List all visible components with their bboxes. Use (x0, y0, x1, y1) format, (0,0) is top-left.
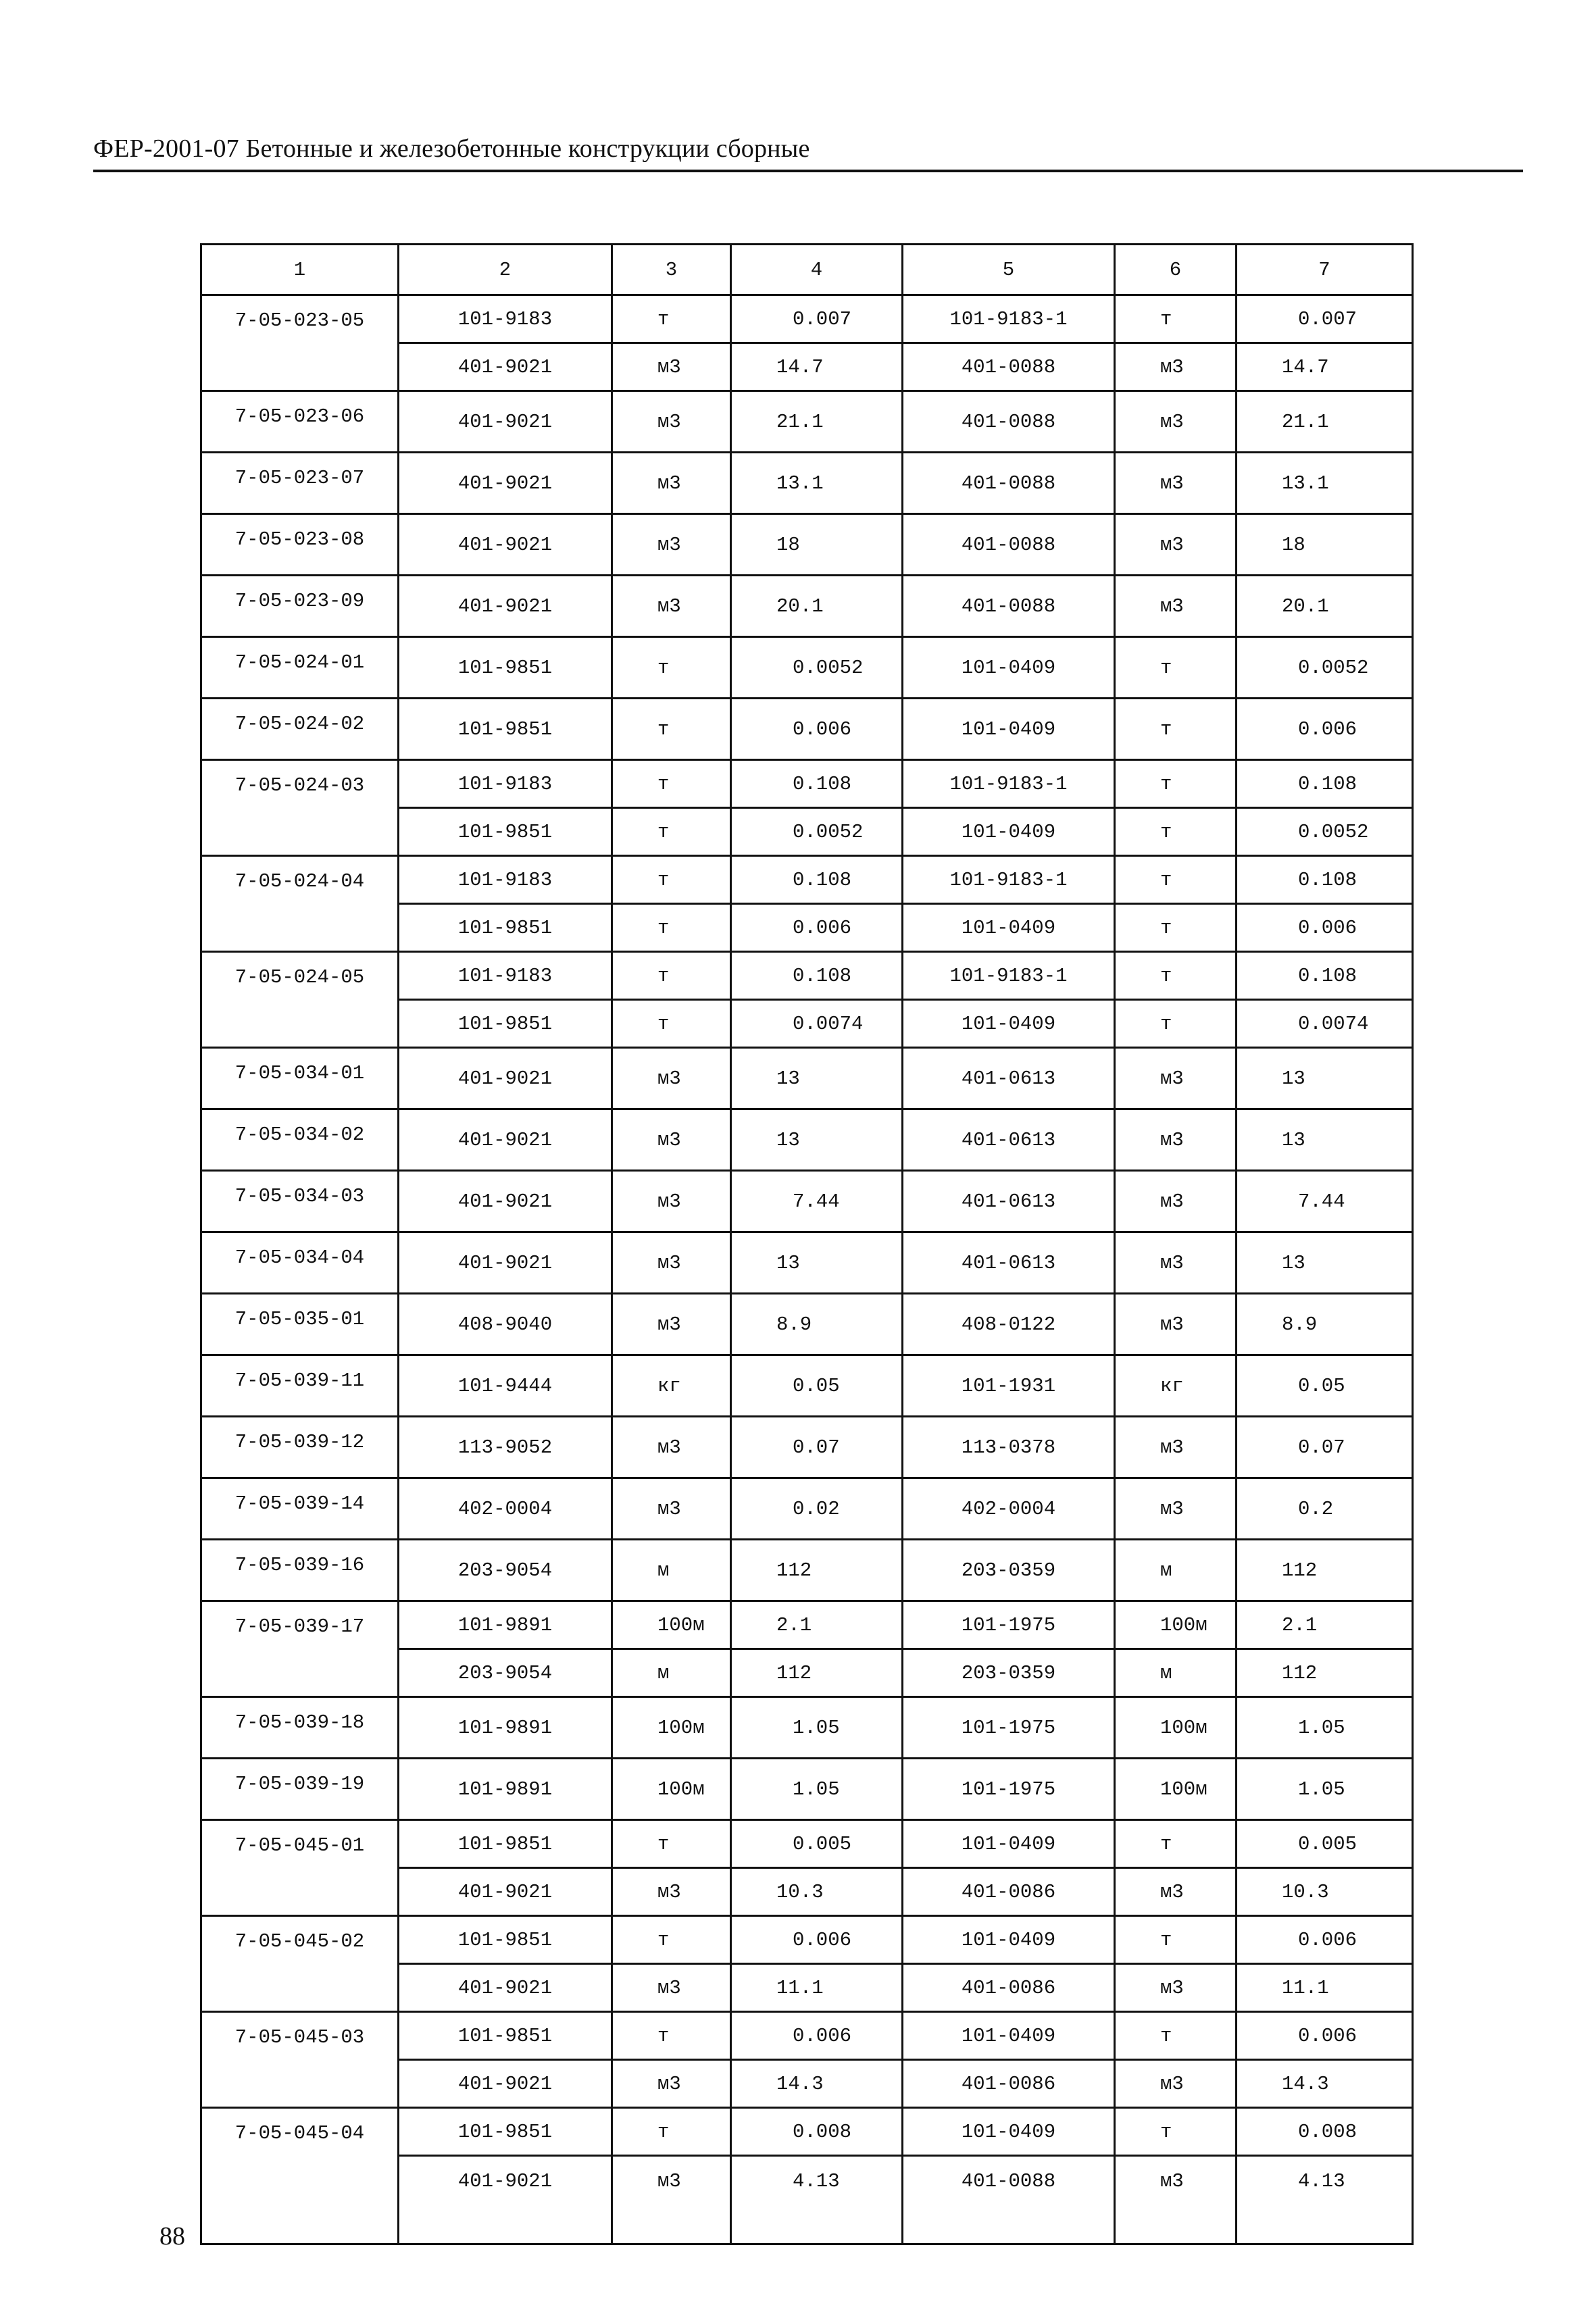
resource-code-cell: 101-9851 (399, 637, 612, 699)
unit-cell: т (612, 1000, 731, 1048)
replacement-quantity-cell: 0.0074 (1237, 1000, 1413, 1048)
replacement-unit-cell: м3 (1115, 1417, 1237, 1478)
replacement-code-cell: 101-9183-1 (903, 952, 1115, 1000)
replacement-code-cell: 401-0088 (903, 343, 1115, 391)
unit-cell: т (612, 1916, 731, 1964)
rate-code-cell: 7-05-034-03 (201, 1171, 399, 1232)
replacement-unit-cell: 100м (1115, 1697, 1237, 1759)
replacement-code-cell: 101-1931 (903, 1355, 1115, 1417)
unit-cell: м3 (612, 576, 731, 637)
replacement-quantity-cell: 0.006 (1237, 904, 1413, 952)
replacement-code-cell: 401-0088 (903, 514, 1115, 576)
replacement-unit-cell: 100м (1115, 1759, 1237, 1820)
replacement-code-cell: 401-0613 (903, 1171, 1115, 1232)
table-row (201, 2108, 1413, 2156)
replacement-quantity-cell: 0.008 (1237, 2108, 1413, 2156)
resource-code-cell: 101-9851 (399, 1000, 612, 1048)
unit-cell: м3 (612, 1417, 731, 1478)
unit-cell: м3 (612, 1964, 731, 2012)
rate-code-cell: 7-05-024-03 (201, 760, 399, 856)
quantity-cell: 0.108 (731, 952, 903, 1000)
replacement-code-cell: 203-0359 (903, 1649, 1115, 1697)
replacement-quantity-cell: 4.13 (1237, 2156, 1413, 2244)
resource-code-cell: 101-9891 (399, 1759, 612, 1820)
quantity-cell: 8.9 (731, 1294, 903, 1355)
replacement-unit-cell: м3 (1115, 1868, 1237, 1916)
resource-code-cell: 401-9021 (399, 514, 612, 576)
replacement-code-cell: 401-0086 (903, 2060, 1115, 2108)
replacement-unit-cell: м3 (1115, 2156, 1237, 2244)
quantity-cell: 14.7 (731, 343, 903, 391)
replacement-unit-cell: м (1115, 1540, 1237, 1601)
replacement-quantity-cell: 21.1 (1237, 391, 1413, 453)
unit-cell: м (612, 1540, 731, 1601)
rate-code-cell: 7-05-023-07 (201, 453, 399, 514)
resource-code-cell: 101-9891 (399, 1601, 612, 1649)
replacement-unit-cell: т (1115, 1820, 1237, 1868)
resource-code-cell: 401-9021 (399, 1232, 612, 1294)
replacement-code-cell: 203-0359 (903, 1540, 1115, 1601)
table-row (201, 1417, 1413, 1478)
quantity-cell: 14.3 (731, 2060, 903, 2108)
rate-code-cell: 7-05-039-17 (201, 1601, 399, 1697)
resource-code-cell: 401-9021 (399, 1171, 612, 1232)
unit-cell: 100м (612, 1601, 731, 1649)
replacement-unit-cell: м3 (1115, 1048, 1237, 1109)
resource-code-cell: 101-9183 (399, 295, 612, 343)
column-header: 5 (903, 245, 1115, 295)
table-row (201, 1048, 1413, 1109)
unit-cell: м3 (612, 343, 731, 391)
replacement-quantity-cell: 20.1 (1237, 576, 1413, 637)
resource-code-cell: 101-9851 (399, 699, 612, 760)
quantity-cell: 0.005 (731, 1820, 903, 1868)
unit-cell: м3 (612, 1109, 731, 1171)
replacement-unit-cell: м (1115, 1649, 1237, 1697)
replacement-quantity-cell: 0.108 (1237, 760, 1413, 808)
unit-cell: м3 (612, 1478, 731, 1540)
table-row (201, 1540, 1413, 1601)
table-row (201, 1355, 1413, 1417)
unit-cell: т (612, 808, 731, 856)
quantity-cell: 0.006 (731, 904, 903, 952)
replacement-unit-cell: т (1115, 2108, 1237, 2156)
replacement-code-cell: 401-0613 (903, 1109, 1115, 1171)
unit-cell: м3 (612, 1048, 731, 1109)
replacement-code-cell: 101-9183-1 (903, 760, 1115, 808)
replacement-code-cell: 401-0088 (903, 453, 1115, 514)
quantity-cell: 0.07 (731, 1417, 903, 1478)
table-row (201, 1232, 1413, 1294)
replacement-unit-cell: т (1115, 295, 1237, 343)
rate-code-cell: 7-05-039-11 (201, 1355, 399, 1417)
replacement-unit-cell: м3 (1115, 343, 1237, 391)
rate-code-cell: 7-05-045-04 (201, 2108, 399, 2244)
resource-code-cell: 101-9183 (399, 952, 612, 1000)
column-header: 1 (201, 245, 399, 295)
quantity-cell: 0.006 (731, 2012, 903, 2060)
unit-cell: т (612, 699, 731, 760)
table-row (201, 1916, 1413, 1964)
replacement-unit-cell: т (1115, 1000, 1237, 1048)
replacement-code-cell: 401-0088 (903, 2156, 1115, 2244)
replacement-unit-cell: 100м (1115, 1601, 1237, 1649)
quantity-cell: 0.108 (731, 760, 903, 808)
resource-code-cell: 401-9021 (399, 576, 612, 637)
resource-code-cell: 401-9021 (399, 1868, 612, 1916)
quantity-cell: 0.05 (731, 1355, 903, 1417)
rate-code-cell: 7-05-039-19 (201, 1759, 399, 1820)
table-row (201, 856, 1413, 904)
rate-code-cell: 7-05-034-02 (201, 1109, 399, 1171)
table-row (201, 637, 1413, 699)
replacement-code-cell: 101-0409 (903, 808, 1115, 856)
quantity-cell: 0.0052 (731, 637, 903, 699)
resource-code-cell: 203-9054 (399, 1649, 612, 1697)
replacement-unit-cell: м3 (1115, 1964, 1237, 2012)
header-rule (93, 170, 1523, 172)
replacement-quantity-cell: 0.05 (1237, 1355, 1413, 1417)
column-header: 7 (1237, 245, 1413, 295)
replacement-unit-cell: м3 (1115, 391, 1237, 453)
replacement-quantity-cell: 0.108 (1237, 952, 1413, 1000)
rate-code-cell: 7-05-039-14 (201, 1478, 399, 1540)
rate-code-cell: 7-05-024-04 (201, 856, 399, 952)
replacement-quantity-cell: 2.1 (1237, 1601, 1413, 1649)
resource-code-cell: 401-9021 (399, 453, 612, 514)
quantity-cell: 112 (731, 1649, 903, 1697)
resource-code-cell: 401-9021 (399, 1048, 612, 1109)
rate-code-cell: 7-05-023-06 (201, 391, 399, 453)
unit-cell: м3 (612, 391, 731, 453)
rate-code-cell: 7-05-035-01 (201, 1294, 399, 1355)
table-row (201, 1697, 1413, 1759)
quantity-cell: 21.1 (731, 391, 903, 453)
unit-cell: м3 (612, 1868, 731, 1916)
table-row (201, 699, 1413, 760)
quantity-cell: 0.02 (731, 1478, 903, 1540)
replacement-unit-cell: т (1115, 856, 1237, 904)
rate-code-cell: 7-05-024-01 (201, 637, 399, 699)
unit-cell: т (612, 2108, 731, 2156)
resource-code-cell: 101-9851 (399, 1820, 612, 1868)
quantity-cell: 10.3 (731, 1868, 903, 1916)
table-row (201, 576, 1413, 637)
replacement-quantity-cell: 0.07 (1237, 1417, 1413, 1478)
quantity-cell: 0.008 (731, 2108, 903, 2156)
quantity-cell: 0.108 (731, 856, 903, 904)
replacement-unit-cell: кг (1115, 1355, 1237, 1417)
replacement-unit-cell: т (1115, 699, 1237, 760)
replacement-unit-cell: м3 (1115, 1109, 1237, 1171)
resource-code-cell: 101-9851 (399, 1916, 612, 1964)
table-row (201, 391, 1413, 453)
quantity-cell: 13 (731, 1048, 903, 1109)
unit-cell: м3 (612, 2060, 731, 2108)
replacement-quantity-cell: 7.44 (1237, 1171, 1413, 1232)
unit-cell: м3 (612, 2156, 731, 2244)
replacement-code-cell: 101-1975 (903, 1601, 1115, 1649)
replacement-unit-cell: м3 (1115, 1294, 1237, 1355)
table-row (201, 514, 1413, 576)
unit-cell: м3 (612, 1294, 731, 1355)
quantity-cell: 13.1 (731, 453, 903, 514)
replacement-quantity-cell: 14.7 (1237, 343, 1413, 391)
replacement-quantity-cell: 1.05 (1237, 1759, 1413, 1820)
replacement-unit-cell: т (1115, 760, 1237, 808)
replacement-code-cell: 101-0409 (903, 637, 1115, 699)
rate-code-cell: 7-05-034-01 (201, 1048, 399, 1109)
table-row (201, 1759, 1413, 1820)
replacement-quantity-cell: 0.007 (1237, 295, 1413, 343)
table-row (201, 1601, 1413, 1649)
replacement-quantity-cell: 1.05 (1237, 1697, 1413, 1759)
resource-code-cell: 401-9021 (399, 1109, 612, 1171)
replacement-quantity-cell: 11.1 (1237, 1964, 1413, 2012)
resource-code-cell: 401-9021 (399, 1964, 612, 2012)
table-row (201, 1478, 1413, 1540)
replacement-quantity-cell: 0.2 (1237, 1478, 1413, 1540)
rate-code-cell: 7-05-024-02 (201, 699, 399, 760)
rate-code-cell: 7-05-045-01 (201, 1820, 399, 1916)
rate-code-cell: 7-05-039-18 (201, 1697, 399, 1759)
replacement-code-cell: 101-0409 (903, 904, 1115, 952)
replacement-code-cell: 401-0088 (903, 576, 1115, 637)
unit-cell: т (612, 1820, 731, 1868)
page-number: 88 (159, 2222, 185, 2250)
table-row (201, 453, 1413, 514)
unit-cell: м3 (612, 1171, 731, 1232)
rate-code-cell: 7-05-039-12 (201, 1417, 399, 1478)
replacement-code-cell: 401-0613 (903, 1232, 1115, 1294)
replacement-unit-cell: м3 (1115, 1232, 1237, 1294)
quantity-cell: 2.1 (731, 1601, 903, 1649)
page-header-title: ФЕР-2001-07 Бетонные и железобетонные конструкции сборные (93, 134, 810, 163)
unit-cell: т (612, 295, 731, 343)
resource-code-cell: 408-9040 (399, 1294, 612, 1355)
table-row (201, 1171, 1413, 1232)
replacement-quantity-cell: 0.0052 (1237, 808, 1413, 856)
replacement-unit-cell: т (1115, 904, 1237, 952)
replacement-quantity-cell: 13 (1237, 1109, 1413, 1171)
replacement-code-cell: 101-0409 (903, 1820, 1115, 1868)
quantity-cell: 7.44 (731, 1171, 903, 1232)
replacement-unit-cell: м3 (1115, 453, 1237, 514)
replacement-quantity-cell: 10.3 (1237, 1868, 1413, 1916)
resource-code-cell: 101-9183 (399, 856, 612, 904)
replacement-quantity-cell: 0.108 (1237, 856, 1413, 904)
replacement-unit-cell: т (1115, 952, 1237, 1000)
resource-replacement-table (200, 243, 1414, 2245)
resource-code-cell: 113-9052 (399, 1417, 612, 1478)
rate-code-cell: 7-05-039-16 (201, 1540, 399, 1601)
resource-code-cell: 101-9851 (399, 2108, 612, 2156)
resource-code-cell: 401-9021 (399, 2060, 612, 2108)
resource-code-cell: 401-9021 (399, 343, 612, 391)
quantity-cell: 0.007 (731, 295, 903, 343)
table-row (201, 952, 1413, 1000)
replacement-code-cell: 401-0613 (903, 1048, 1115, 1109)
column-header: 4 (731, 245, 903, 295)
unit-cell: м3 (612, 514, 731, 576)
quantity-cell: 4.13 (731, 2156, 903, 2244)
rate-code-cell: 7-05-034-04 (201, 1232, 399, 1294)
replacement-unit-cell: т (1115, 637, 1237, 699)
rate-code-cell: 7-05-024-05 (201, 952, 399, 1048)
quantity-cell: 0.0052 (731, 808, 903, 856)
replacement-code-cell: 101-1975 (903, 1759, 1115, 1820)
quantity-cell: 20.1 (731, 576, 903, 637)
replacement-code-cell: 408-0122 (903, 1294, 1115, 1355)
unit-cell: 100м (612, 1759, 731, 1820)
replacement-code-cell: 101-0409 (903, 2108, 1115, 2156)
quantity-cell: 0.006 (731, 699, 903, 760)
replacement-quantity-cell: 18 (1237, 514, 1413, 576)
replacement-quantity-cell: 0.0052 (1237, 637, 1413, 699)
replacement-unit-cell: т (1115, 1916, 1237, 1964)
replacement-unit-cell: м3 (1115, 1171, 1237, 1232)
replacement-code-cell: 401-0086 (903, 1964, 1115, 2012)
replacement-code-cell: 113-0378 (903, 1417, 1115, 1478)
quantity-cell: 11.1 (731, 1964, 903, 2012)
quantity-cell: 1.05 (731, 1697, 903, 1759)
replacement-quantity-cell: 13 (1237, 1048, 1413, 1109)
table-row (201, 295, 1413, 343)
replacement-code-cell: 101-1975 (903, 1697, 1115, 1759)
table-row (201, 1294, 1413, 1355)
table-row (201, 1109, 1413, 1171)
unit-cell: м3 (612, 1232, 731, 1294)
rate-code-cell: 7-05-045-02 (201, 1916, 399, 2012)
table-row (201, 2012, 1413, 2060)
resource-code-cell: 101-9851 (399, 2012, 612, 2060)
resource-code-cell: 101-9444 (399, 1355, 612, 1417)
unit-cell: м (612, 1649, 731, 1697)
replacement-code-cell: 101-0409 (903, 1916, 1115, 1964)
resource-code-cell: 203-9054 (399, 1540, 612, 1601)
replacement-code-cell: 101-9183-1 (903, 295, 1115, 343)
resource-code-cell: 101-9851 (399, 904, 612, 952)
resource-code-cell: 101-9891 (399, 1697, 612, 1759)
replacement-code-cell: 402-0004 (903, 1478, 1115, 1540)
replacement-unit-cell: т (1115, 2012, 1237, 2060)
rate-code-cell: 7-05-045-03 (201, 2012, 399, 2108)
quantity-cell: 1.05 (731, 1759, 903, 1820)
unit-cell: кг (612, 1355, 731, 1417)
replacement-code-cell: 401-0086 (903, 1868, 1115, 1916)
unit-cell: м3 (612, 453, 731, 514)
table-header-row (201, 245, 1413, 295)
replacement-code-cell: 101-9183-1 (903, 856, 1115, 904)
resource-code-cell: 101-9183 (399, 760, 612, 808)
replacement-quantity-cell: 0.006 (1237, 699, 1413, 760)
resource-code-cell: 401-9021 (399, 2156, 612, 2244)
rate-code-cell: 7-05-023-09 (201, 576, 399, 637)
replacement-quantity-cell: 0.006 (1237, 2012, 1413, 2060)
resource-code-cell: 402-0004 (399, 1478, 612, 1540)
quantity-cell: 13 (731, 1232, 903, 1294)
replacement-quantity-cell: 8.9 (1237, 1294, 1413, 1355)
replacement-code-cell: 101-0409 (903, 1000, 1115, 1048)
unit-cell: 100м (612, 1697, 731, 1759)
replacement-code-cell: 101-0409 (903, 2012, 1115, 2060)
replacement-unit-cell: м3 (1115, 1478, 1237, 1540)
replacement-quantity-cell: 112 (1237, 1649, 1413, 1697)
replacement-quantity-cell: 14.3 (1237, 2060, 1413, 2108)
quantity-cell: 112 (731, 1540, 903, 1601)
rate-code-cell: 7-05-023-08 (201, 514, 399, 576)
replacement-unit-cell: т (1115, 808, 1237, 856)
table-row (201, 1820, 1413, 1868)
table-body (201, 245, 1413, 2244)
replacement-quantity-cell: 13 (1237, 1232, 1413, 1294)
table-row (201, 760, 1413, 808)
quantity-cell: 0.0074 (731, 1000, 903, 1048)
quantity-cell: 0.006 (731, 1916, 903, 1964)
unit-cell: т (612, 856, 731, 904)
replacement-code-cell: 401-0088 (903, 391, 1115, 453)
replacement-unit-cell: м3 (1115, 514, 1237, 576)
column-header: 6 (1115, 245, 1237, 295)
unit-cell: т (612, 952, 731, 1000)
unit-cell: т (612, 760, 731, 808)
replacement-quantity-cell: 112 (1237, 1540, 1413, 1601)
column-header: 2 (399, 245, 612, 295)
replacement-quantity-cell: 13.1 (1237, 453, 1413, 514)
quantity-cell: 18 (731, 514, 903, 576)
replacement-unit-cell: м3 (1115, 2060, 1237, 2108)
replacement-unit-cell: м3 (1115, 576, 1237, 637)
rate-code-cell: 7-05-023-05 (201, 295, 399, 391)
replacement-quantity-cell: 0.006 (1237, 1916, 1413, 1964)
column-header: 3 (612, 245, 731, 295)
unit-cell: т (612, 637, 731, 699)
unit-cell: т (612, 2012, 731, 2060)
quantity-cell: 13 (731, 1109, 903, 1171)
resource-code-cell: 101-9851 (399, 808, 612, 856)
unit-cell: т (612, 904, 731, 952)
resource-code-cell: 401-9021 (399, 391, 612, 453)
replacement-code-cell: 101-0409 (903, 699, 1115, 760)
replacement-quantity-cell: 0.005 (1237, 1820, 1413, 1868)
